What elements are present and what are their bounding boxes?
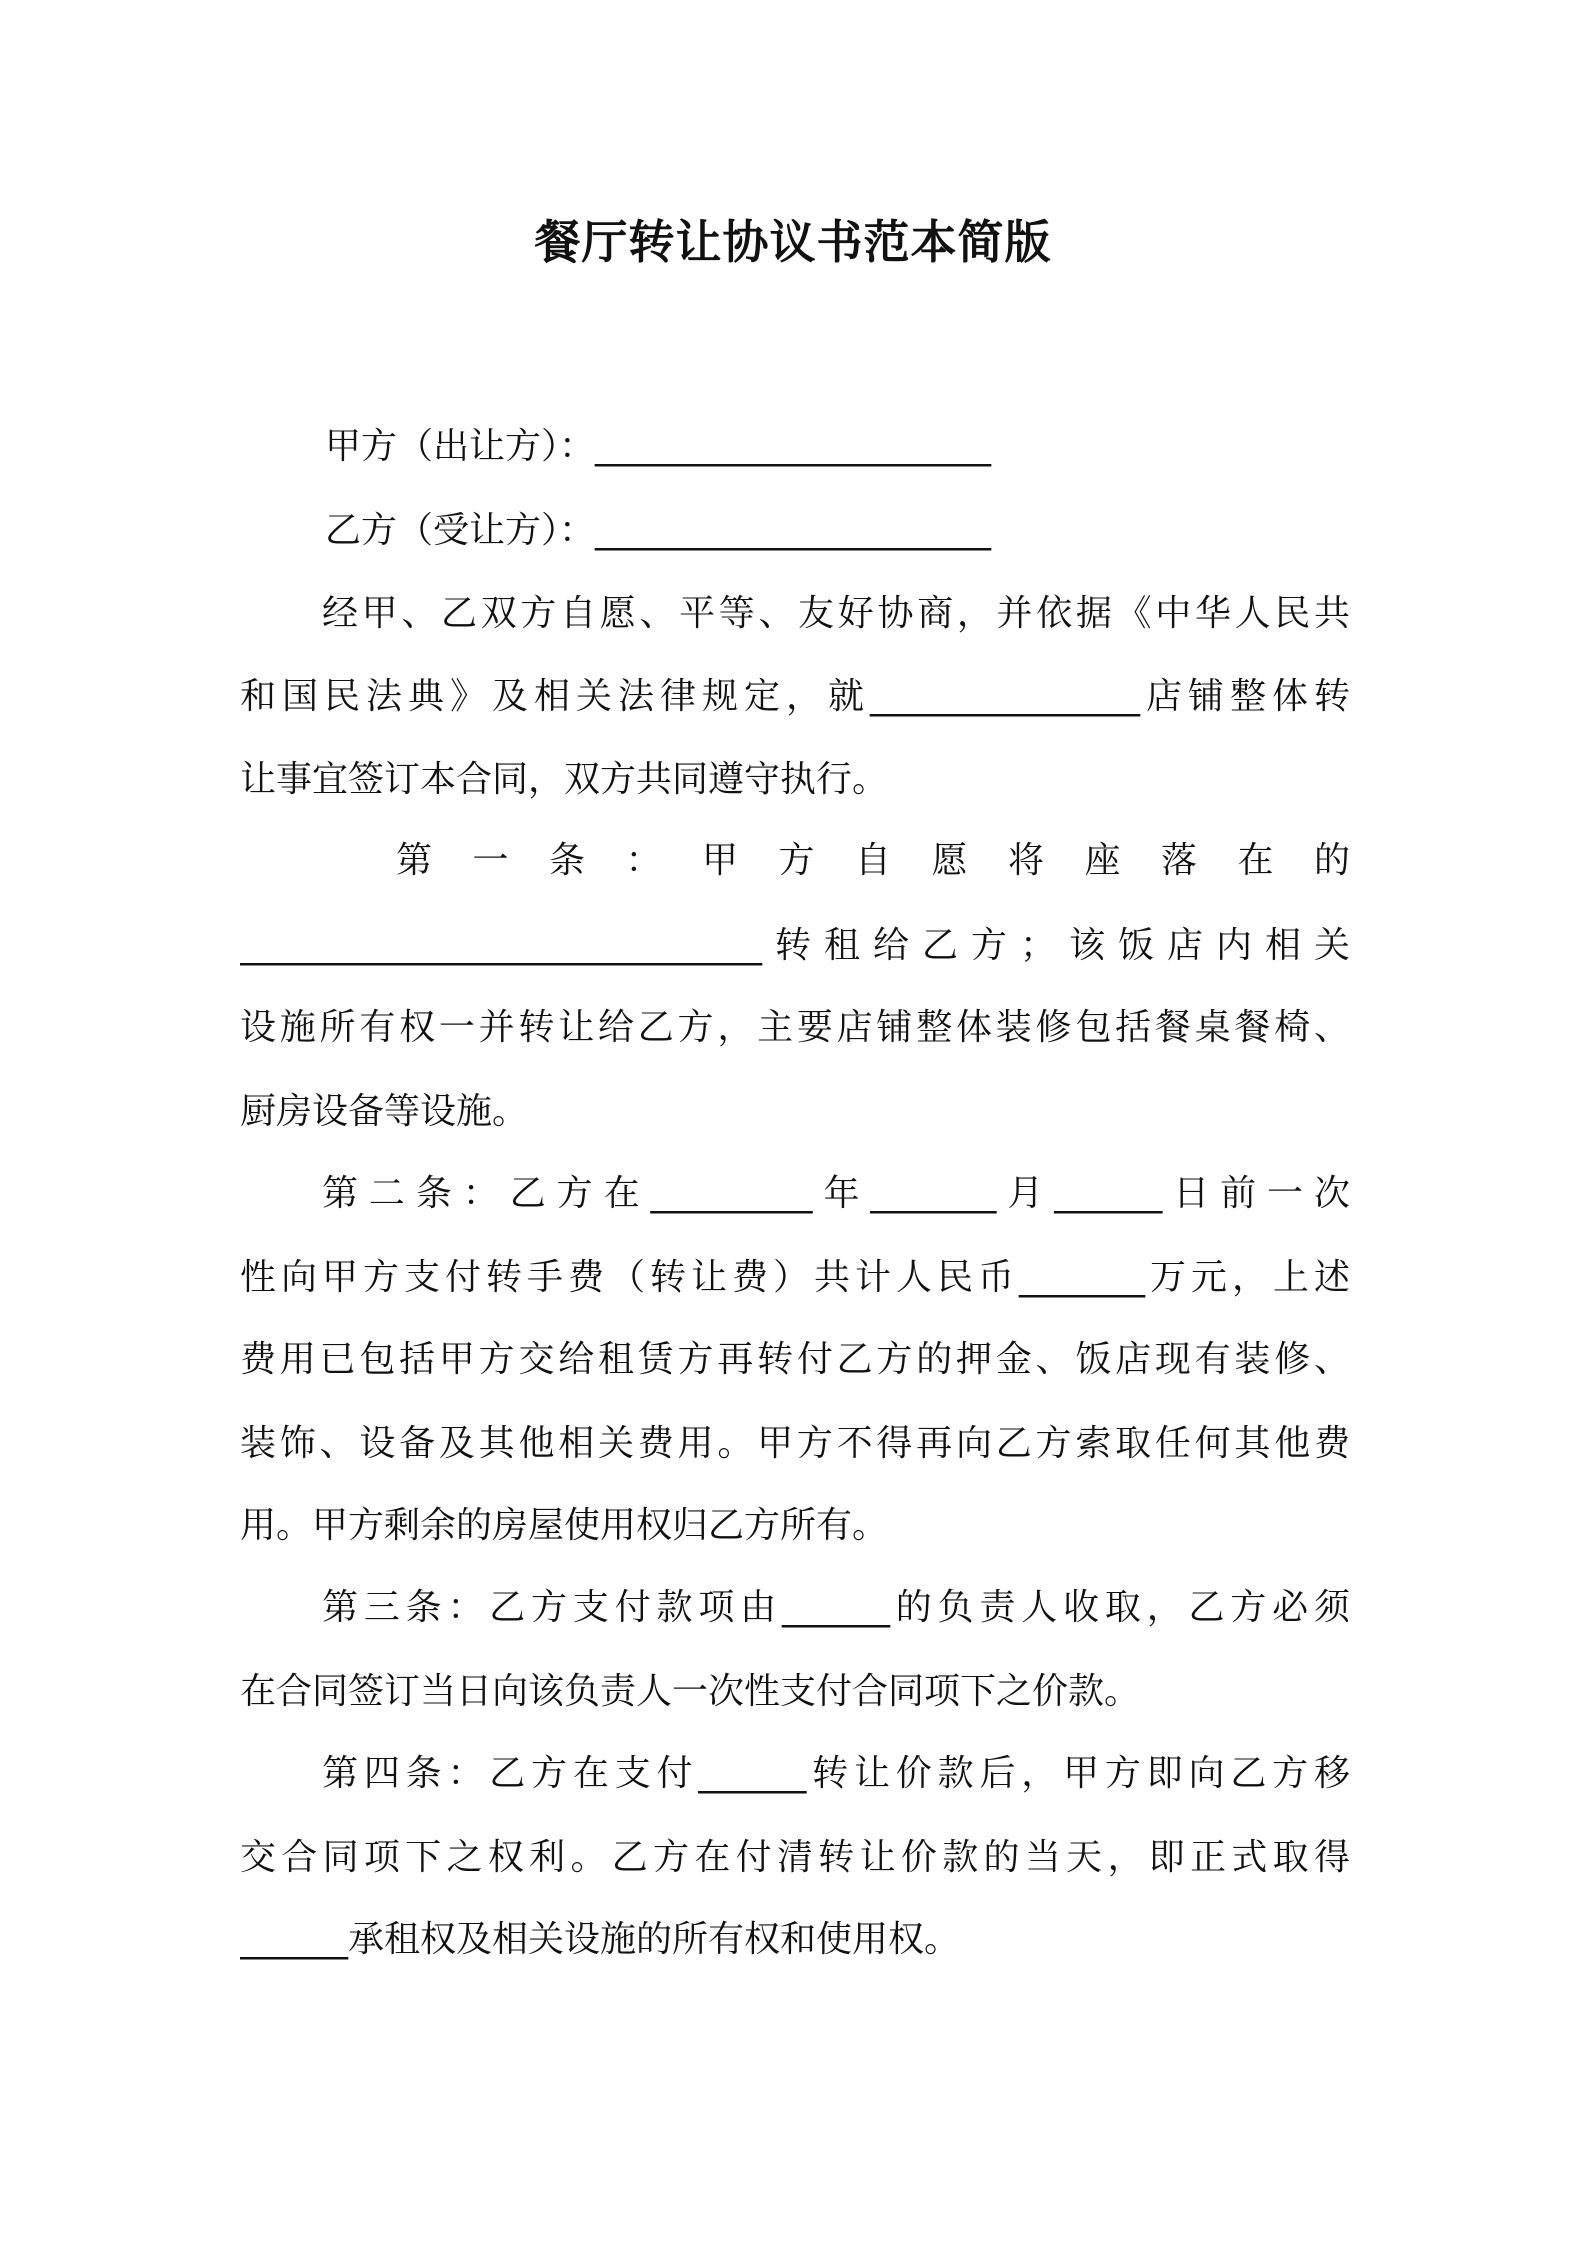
- document-title: 餐厅转让协议书范本简版: [534, 215, 1052, 269]
- preamble-line-3: 让事宜签订本合同，双方共同遵守执行。: [240, 759, 889, 800]
- article1-line-3: 设施所有权一并转让给乙方，主要店铺整体装修包括餐桌餐椅、: [240, 1007, 1350, 1048]
- article4-line-1: 第四条：乙方在支付______转让价款后，甲方即向乙方移: [322, 1753, 1350, 1794]
- article4-line-2: 交合同项下之权利。乙方在付清转让价款的当天，即正式取得: [240, 1837, 1350, 1878]
- article3-line-1: 第三条：乙方支付款项由______的负责人收取，乙方必须: [322, 1587, 1350, 1628]
- party-b-line: 乙方（受让方）：______________________: [325, 510, 992, 551]
- preamble-line-2: 和国民法典》及相关法律规定，就_______________店铺整体转: [240, 676, 1350, 717]
- article1-line-1: 第一条：甲方自愿将座落在的: [396, 840, 1350, 881]
- article2-line-1: 第二条：乙方在_________年_______月______日前一次: [322, 1173, 1350, 1214]
- article2-line-5: 用。甲方剩余的房屋使用权归乙方所有。: [240, 1505, 889, 1546]
- party-a-line: 甲方（出让方）：______________________: [325, 426, 992, 467]
- article1-line-4: 厨房设备等设施。: [240, 1091, 529, 1132]
- article4-line-3: ______承租权及相关设施的所有权和使用权。: [240, 1919, 961, 1960]
- article3-line-2: 在合同签订当日向该负责人一次性支付合同项下之价款。: [240, 1671, 1141, 1712]
- article2-line-4: 装饰、设备及其他相关费用。甲方不得再向乙方索取任何其他费: [240, 1423, 1350, 1464]
- article2-line-3: 费用已包括甲方交给租赁方再转付乙方的押金、饭店现有装修、: [240, 1339, 1350, 1380]
- article1-line-2: _____________________________转租给乙方；该饭店内相关: [240, 925, 1350, 966]
- article2-line-2: 性向甲方支付转手费（转让费）共计人民币_______万元，上述: [240, 1257, 1350, 1298]
- preamble-line-1: 经甲、乙双方自愿、平等、友好协商，并依据《中华人民共: [322, 593, 1350, 634]
